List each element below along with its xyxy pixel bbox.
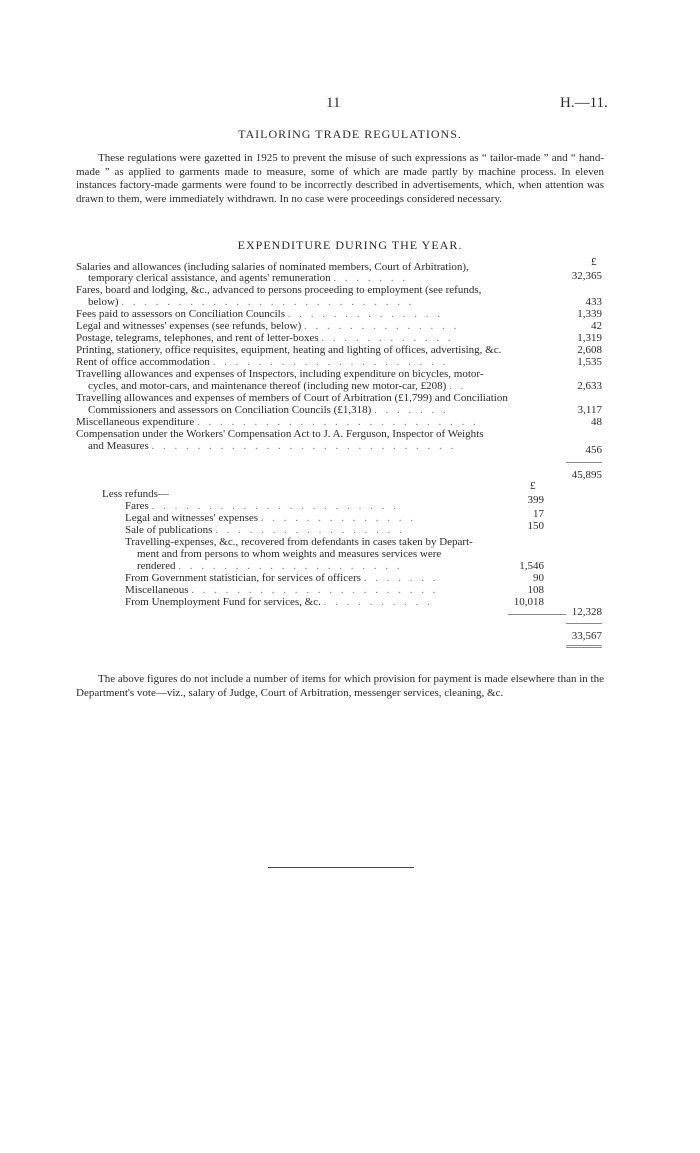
refunds-currency-symbol: £ xyxy=(530,480,536,492)
closing-rule xyxy=(268,867,414,868)
refunds-total-amount: 12,328 xyxy=(571,606,602,618)
expenditure-heading: EXPENDITURE DURING THE YEAR. xyxy=(237,238,463,252)
refund-amount: 150 xyxy=(527,520,544,532)
refund-item: Sale of publications . . . . . . . . . . . . . . . . . xyxy=(125,524,405,536)
expense-item-compensation: Compensation under the Workers' Compensation Act to J. A. Ferguson, Inspector of Weights xyxy=(76,428,484,440)
refund-item-cont: ment and from persons to whom weights and measures services were xyxy=(137,548,442,560)
page-number: 11 xyxy=(326,95,341,111)
expense-item-misc: Miscellaneous expenditure . . . . . . . . . . . . . . . . . . . . . . . . . xyxy=(76,416,479,428)
expense-item-salaries-cont: temporary clerical assistance, and agents' remuneration . . . . . . . xyxy=(88,272,409,284)
refund-amount: 108 xyxy=(527,584,544,596)
refund-item: Legal and witnesses' expenses . . . . . . . . . . . . . . xyxy=(125,512,417,524)
refund-item: Fares . . . . . . . . . . . . . . . . . . . . . . xyxy=(125,500,399,512)
refund-item: From Government statistician, for services of officers . . . . . . . xyxy=(125,572,439,584)
expense-item-fares: Fares, board and lodging, &c., advanced to persons proceeding to employment (see refunds, xyxy=(76,284,482,296)
net-total-amount: 33,567 xyxy=(571,630,602,642)
refunds-label: Less refunds— xyxy=(102,488,169,500)
net-total-double-rule xyxy=(566,645,602,646)
currency-symbol: £ xyxy=(591,256,597,268)
refund-amount: 10,018 xyxy=(513,596,544,608)
expense-item-postage: Postage, telegrams, telephones, and rent of letter-boxes . . . . . . . . . . . . xyxy=(76,332,454,344)
refund-item-cont: rendered . . . . . . . . . . . . . . . . . . . . xyxy=(137,560,403,572)
expense-amount: 1,319 xyxy=(577,332,602,344)
expense-item-travel-court-cont: Commissioners and assessors on Conciliation Councils (£1,318) . . . . . . . xyxy=(88,404,449,416)
refund-item: Miscellaneous . . . . . . . . . . . . . . . . . . . . . . xyxy=(125,584,439,596)
subtotal-amount: 45,895 xyxy=(571,469,602,481)
expense-amount: 2,608 xyxy=(577,344,602,356)
tailoring-heading: TAILORING TRADE REGULATIONS. xyxy=(238,127,462,141)
subtotal-rule xyxy=(566,462,602,463)
net-total-rule xyxy=(566,623,602,624)
expense-item-travel-court: Travelling allowances and expenses of members of Court of Arbitration (£1,799) and Conciliation xyxy=(76,392,508,404)
expense-amount: 433 xyxy=(585,296,602,308)
expense-amount: 42 xyxy=(591,320,602,332)
net-total-double-rule xyxy=(566,647,602,648)
expense-amount: 1,339 xyxy=(577,308,602,320)
tailoring-paragraph: These regulations were gazetted in 1925 to prevent the misuse of such expressions as “ tailor-made ” and “ hand-made ” as applied to garments made to measure, some of which are made partly by machine process. In eleven instances factory-made garments were found to be incorrectly described in advertisements, which, when attention was drawn to them, were immediately withdrawn. In no case were proceedings considered necessary. xyxy=(76,152,604,205)
document-reference: H.—11. xyxy=(560,95,608,111)
expense-amount: 2,633 xyxy=(577,380,602,392)
refund-item: From Unemployment Fund for services, &c. . . . . . . . . . . xyxy=(125,596,433,608)
refund-amount: 17 xyxy=(533,508,544,520)
expense-amount: 456 xyxy=(585,444,602,456)
expense-item-fares-cont: below) . . . . . . . . . . . . . . . . . . . . . . . . . . xyxy=(88,296,415,308)
refund-amount: 1,546 xyxy=(519,560,544,572)
expense-amount: 48 xyxy=(591,416,602,428)
expense-item-travel-inspectors-cont: cycles, and motor-cars, and maintenance thereof (including new motor-car, £208) . . xyxy=(88,380,467,392)
footnote-paragraph: The above figures do not include a number of items for which provision for payment is made elsewhere than in the Department's vote—viz., salary of Judge, Court of Arbitration, messenger services, cleaning, &c. xyxy=(76,673,604,699)
refund-amount: 399 xyxy=(527,494,544,506)
expense-item-printing: Printing, stationery, office requisites, equipment, heating and lighting of offices, advertising, &c. xyxy=(76,344,502,356)
refund-amount: 90 xyxy=(533,572,544,584)
expense-amount: 32,365 xyxy=(571,270,602,282)
expense-amount: 1,535 xyxy=(577,356,602,368)
expense-item-travel-inspectors: Travelling allowances and expenses of Inspectors, including expenditure on bicycles, motor- xyxy=(76,368,484,380)
expense-item-fees: Fees paid to assessors on Conciliation Councils . . . . . . . . . . . . . . xyxy=(76,308,443,320)
expense-item-rent: Rent of office accommodation . . . . . . . . . . . . . . . . . . . . . xyxy=(76,356,449,368)
expense-item-salaries: Salaries and allowances (including salaries of nominated members, Court of Arbitration), xyxy=(76,261,469,273)
expense-item-compensation-cont: and Measures . . . . . . . . . . . . . . . . . . . . . . . . . . . xyxy=(88,440,457,452)
refund-item: Travelling-expenses, &c., recovered from defendants in cases taken by Depart- xyxy=(125,536,473,548)
expense-amount: 3,117 xyxy=(577,404,602,416)
expense-item-legal: Legal and witnesses' expenses (see refunds, below) . . . . . . . . . . . . . . xyxy=(76,320,460,332)
